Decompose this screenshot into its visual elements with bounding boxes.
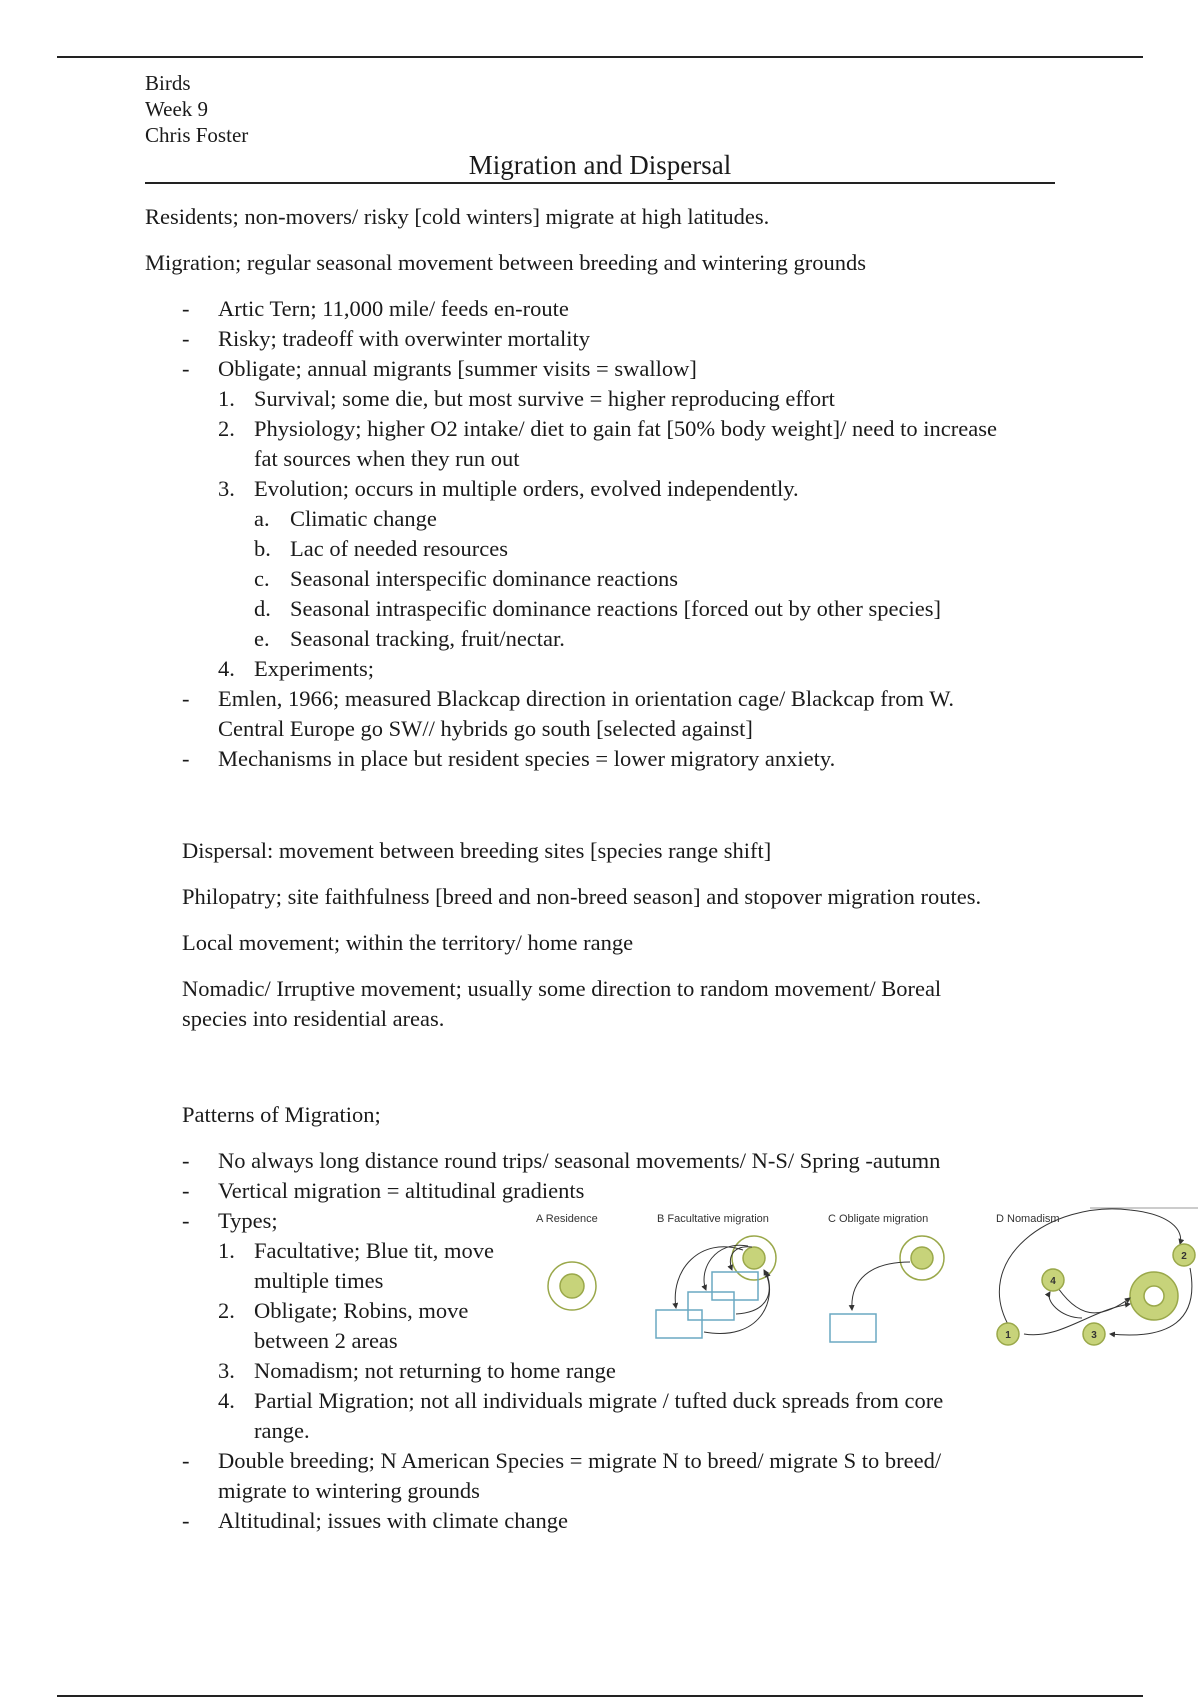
- risky-item: Risky; tradeoff with overwinter mortality: [218, 326, 591, 351]
- physiology-item: Physiology; higher O2 intake/ diet to gain fat [50% body weight]/ need to increase: [254, 416, 997, 441]
- list-letter: a.: [254, 506, 270, 531]
- obligate-item: Obligate; annual migrants [summer visits = swallow]: [218, 356, 697, 381]
- top-rule: [57, 56, 1143, 58]
- author-name: Chris Foster: [145, 123, 249, 147]
- intraspecific-item: Seasonal intraspecific dominance reactions [forced out by other species]: [290, 596, 941, 621]
- altitudinal-item: Altitudinal; issues with climate change: [218, 1508, 568, 1533]
- emlen-item-cont: Central Europe go SW// hybrids go south [selected against]: [218, 716, 753, 741]
- obligate-panel: [830, 1236, 944, 1342]
- bullet-dash: -: [182, 356, 190, 381]
- bullet-dash: -: [182, 746, 190, 771]
- route-arrow: [1024, 1304, 1130, 1335]
- resources-item: Lac of needed resources: [290, 536, 509, 561]
- panel-a-label: A Residence: [536, 1213, 598, 1225]
- survival-item: Survival; some die, but most survive = higher reproducing effort: [254, 386, 835, 411]
- list-letter: d.: [254, 596, 271, 621]
- tracking-item: Seasonal tracking, fruit/nectar.: [290, 626, 565, 651]
- local-movement-paragraph: Local movement; within the territory/ home range: [182, 930, 634, 955]
- wintering-box: [830, 1314, 876, 1342]
- bottom-rule: [57, 1695, 1143, 1697]
- list-number: 2.: [218, 416, 235, 441]
- route-arrow: [852, 1262, 910, 1310]
- home-range-core: [560, 1274, 584, 1298]
- breeding-core: [743, 1247, 765, 1269]
- double-breeding-item: Double breeding; N American Species = migrate N to breed/ migrate S to breed/: [218, 1448, 942, 1473]
- types-item: Types;: [218, 1208, 278, 1233]
- patterns-heading: Patterns of Migration;: [182, 1102, 381, 1127]
- site-node-label: 1: [1005, 1330, 1011, 1341]
- partial-migration-item: Partial Migration; not all individuals migrate / tufted duck spreads from core: [254, 1388, 944, 1413]
- nomadic-paragraph: Nomadic/ Irruptive movement; usually some direction to random movement/ Boreal: [182, 976, 942, 1001]
- list-number: 1.: [218, 386, 235, 411]
- breeding-core: [911, 1247, 933, 1269]
- round-trips-item: No always long distance round trips/ seasonal movements/ N-S/ Spring -autumn: [218, 1148, 941, 1173]
- bullet-dash: -: [182, 686, 190, 711]
- bullet-dash: -: [182, 1448, 190, 1473]
- list-number: 1.: [218, 1238, 235, 1263]
- course-name: Birds: [145, 71, 191, 95]
- route-arrow: [1049, 1292, 1082, 1318]
- nomadism-item: Nomadism; not returning to home range: [254, 1358, 616, 1383]
- emlen-item: Emlen, 1966; measured Blackcap direction in orientation cage/ Blackcap from W.: [218, 686, 955, 711]
- route-arrow: [1054, 1282, 1130, 1313]
- route-arrow: [704, 1272, 770, 1334]
- route-arrow: [704, 1245, 748, 1290]
- residence-panel: [548, 1262, 596, 1310]
- wintering-box: [656, 1310, 702, 1338]
- residents-paragraph: Residents; non-movers/ risky [cold winters] migrate at high latitudes.: [145, 204, 770, 229]
- panel-d-label: D Nomadism: [996, 1213, 1060, 1225]
- list-number: 2.: [218, 1298, 235, 1323]
- philopatry-paragraph: Philopatry; site faithfulness [breed and non-breed season] and stopover migration routes.: [182, 884, 982, 909]
- obligate-type-item-cont: between 2 areas: [254, 1328, 398, 1353]
- week-label: Week 9: [145, 97, 209, 121]
- experiments-item: Experiments;: [254, 656, 374, 681]
- panel-c-label: C Obligate migration: [828, 1213, 929, 1225]
- mechanisms-item: Mechanisms in place but resident species = lower migratory anxiety.: [218, 746, 836, 771]
- migration-paragraph: Migration; regular seasonal movement between breeding and wintering grounds: [145, 250, 867, 275]
- double-breeding-item-cont: migrate to wintering grounds: [218, 1478, 480, 1503]
- nomadic-paragraph-cont: species into residential areas.: [182, 1006, 445, 1031]
- list-letter: e.: [254, 626, 270, 651]
- document-header: [145, 70, 248, 148]
- list-letter: c.: [254, 566, 270, 591]
- home-range-core: [1144, 1286, 1164, 1306]
- dispersal-paragraph: Dispersal: movement between breeding sites [species range shift]: [182, 838, 772, 863]
- migration-patterns-figure: [530, 1200, 1200, 1360]
- bullet-dash: -: [182, 1178, 190, 1203]
- nomadism-panel: [997, 1209, 1195, 1345]
- obligate-type-item: Obligate; Robins, move: [254, 1298, 469, 1323]
- list-number: 3.: [218, 476, 235, 501]
- bullet-dash: -: [182, 296, 190, 321]
- bullet-dash: -: [182, 1208, 190, 1233]
- facultative-panel: [656, 1236, 776, 1338]
- panel-b-label: B Facultative migration: [657, 1213, 769, 1225]
- site-node-label: 2: [1181, 1251, 1187, 1262]
- vertical-migration-item: Vertical migration = altitudinal gradients: [218, 1178, 585, 1203]
- evolution-item: Evolution; occurs in multiple orders, evolved independently.: [254, 476, 799, 501]
- list-number: 4.: [218, 656, 235, 681]
- bullet-dash: -: [182, 1148, 190, 1173]
- climatic-item: Climatic change: [290, 506, 437, 531]
- artic-tern-item: Artic Tern; 11,000 mile/ feeds en-route: [218, 296, 569, 321]
- list-number: 4.: [218, 1388, 235, 1413]
- physiology-item-cont: fat sources when they run out: [254, 446, 520, 471]
- wintering-box: [712, 1272, 758, 1300]
- partial-migration-item-cont: range.: [254, 1418, 310, 1443]
- list-number: 3.: [218, 1358, 235, 1383]
- facultative-item: Facultative; Blue tit, move: [254, 1238, 494, 1263]
- bullet-dash: -: [182, 1508, 190, 1533]
- bullet-dash: -: [182, 326, 190, 351]
- interspecific-item: Seasonal interspecific dominance reactions: [290, 566, 678, 591]
- site-node-label: 4: [1050, 1276, 1056, 1287]
- facultative-item-cont: multiple times: [254, 1268, 384, 1293]
- site-node-label: 3: [1091, 1330, 1097, 1341]
- page-title: Migration and Dispersal: [145, 148, 1055, 184]
- wintering-box: [688, 1292, 734, 1320]
- list-letter: b.: [254, 536, 271, 561]
